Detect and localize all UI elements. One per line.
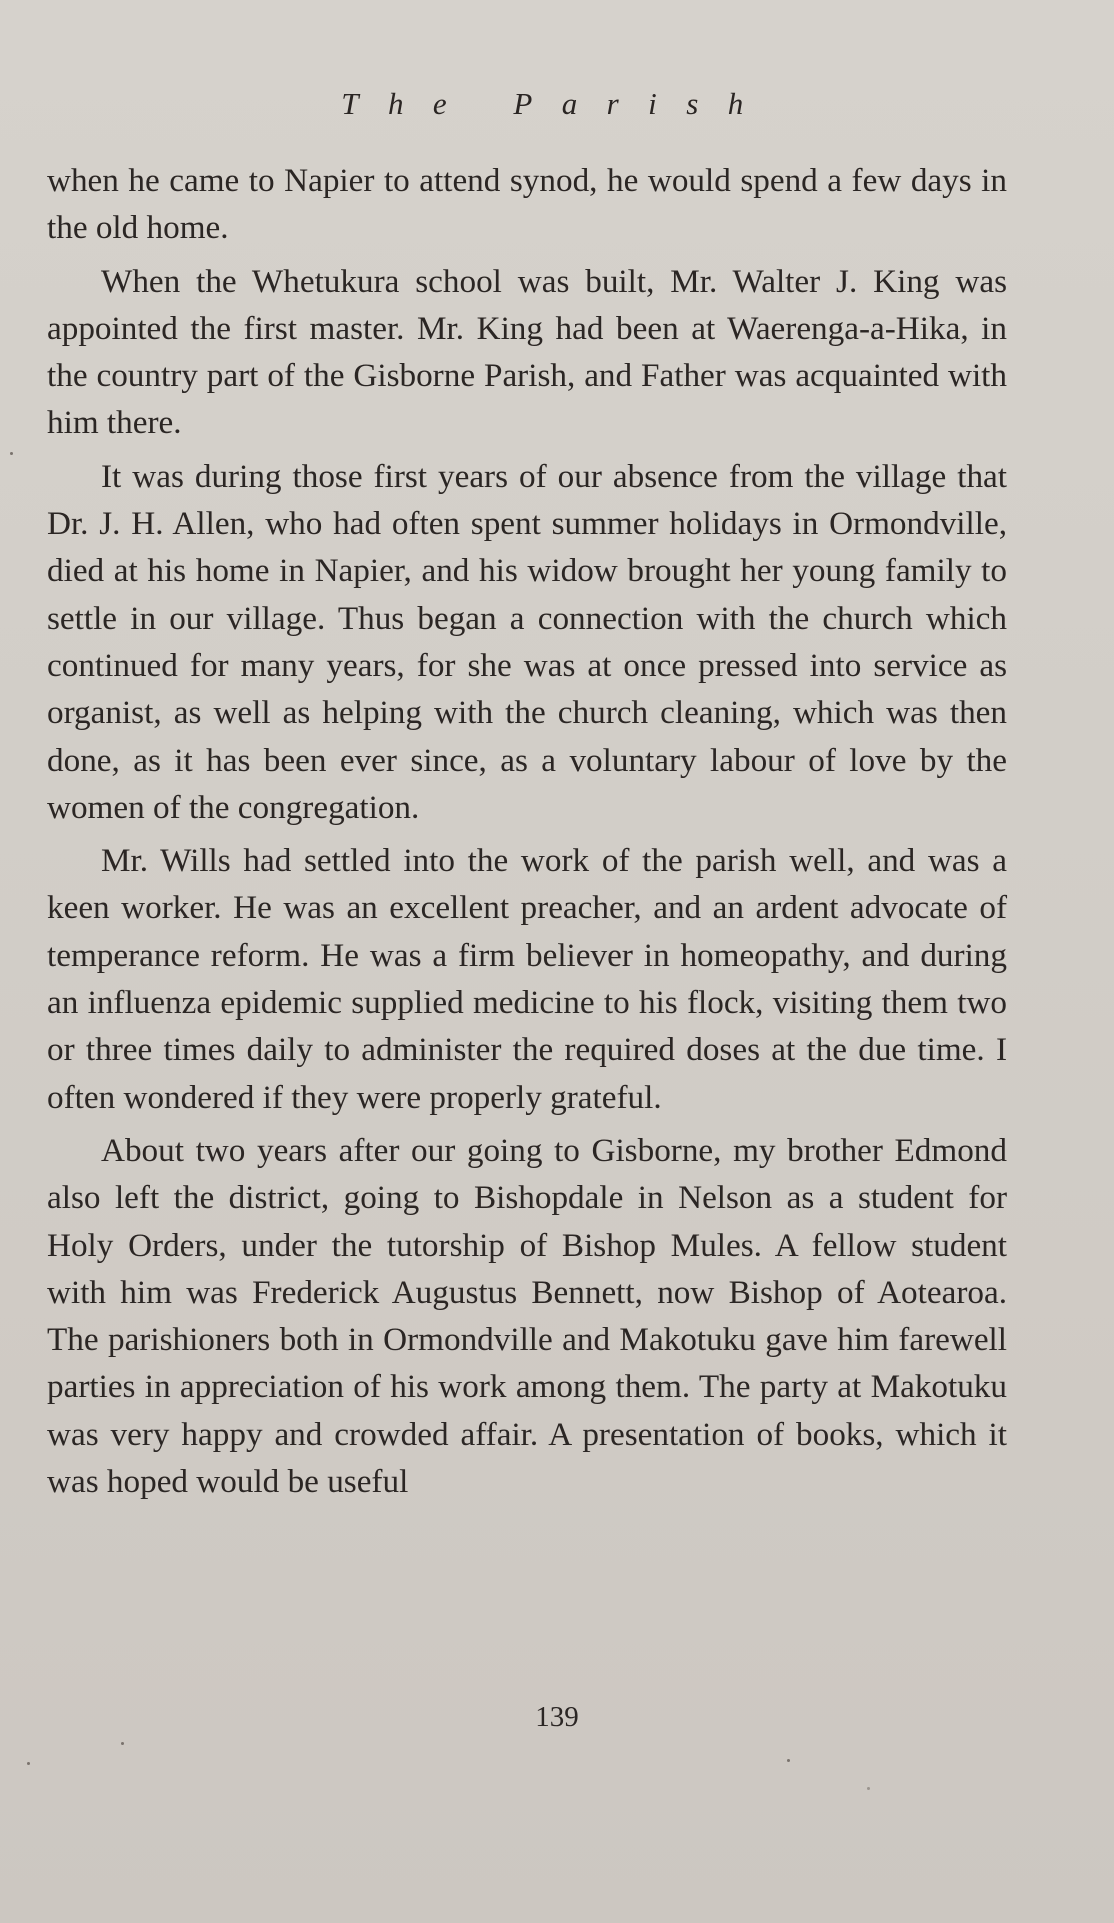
page-number: 139 <box>535 1701 579 1733</box>
paragraph-whetukura-school: When the Whetukura school was built, Mr. Walter J. King was appointed the first master. Mr. King had been at Waerenga-a-Hika, in the country part of the Gisborne Parish, and Father was acquainted with him there. <box>47 262 1007 442</box>
body-text <box>47 157 1007 1511</box>
paper-speck <box>121 1742 124 1745</box>
paragraph-continuation: when he came to Napier to attend synod, he would spend a few days in the old home. <box>47 162 1007 247</box>
paper-speck <box>10 452 13 455</box>
paragraph-edmond: About two years after our going to Gisborne, my brother Edmond also left the district, going to Bishopdale in Nelson as a student for Holy Orders, under the tutorship of Bishop Mules. A fellow student with him was Frederick Augustus Bennett, now Bishop of Aotearoa. The parishioners both in Ormondville and Makotuku gave him farewell parties in appreciation of his work among them. The party at Makotuku was very happy and crowded affair. A presentation of books, which it was hoped would be useful <box>47 1131 1007 1501</box>
paper-speck <box>787 1759 790 1762</box>
paragraph-mr-wills: Mr. Wills had settled into the work of the parish well, and was a keen worker. He was an excellent preacher, and an ardent advocate of temperance reform. He was a firm believer in homeopathy, and during an influenza epidemic supplied medicine to his flock, visiting them two or three times daily to administer the required doses at the due time. I often wondered if they were properly grateful. <box>47 842 1007 1116</box>
paragraph-dr-allen: It was during those first years of our absence from the village that Dr. J. H. Allen, who had often spent summer holidays in Ormondville, died at his home in Napier, and his widow brought her young family to settle in our village. Thus began a connection with the church which continued for many years, for she was at once pressed into service as organist, as well as helping with the church cleaning, which was then done, as it has been ever since, as a voluntary labour of love by the women of the congregation. <box>47 457 1007 826</box>
running-head: The Parish <box>341 86 773 121</box>
paper-speck <box>867 1787 870 1790</box>
paper-speck <box>27 1762 30 1765</box>
